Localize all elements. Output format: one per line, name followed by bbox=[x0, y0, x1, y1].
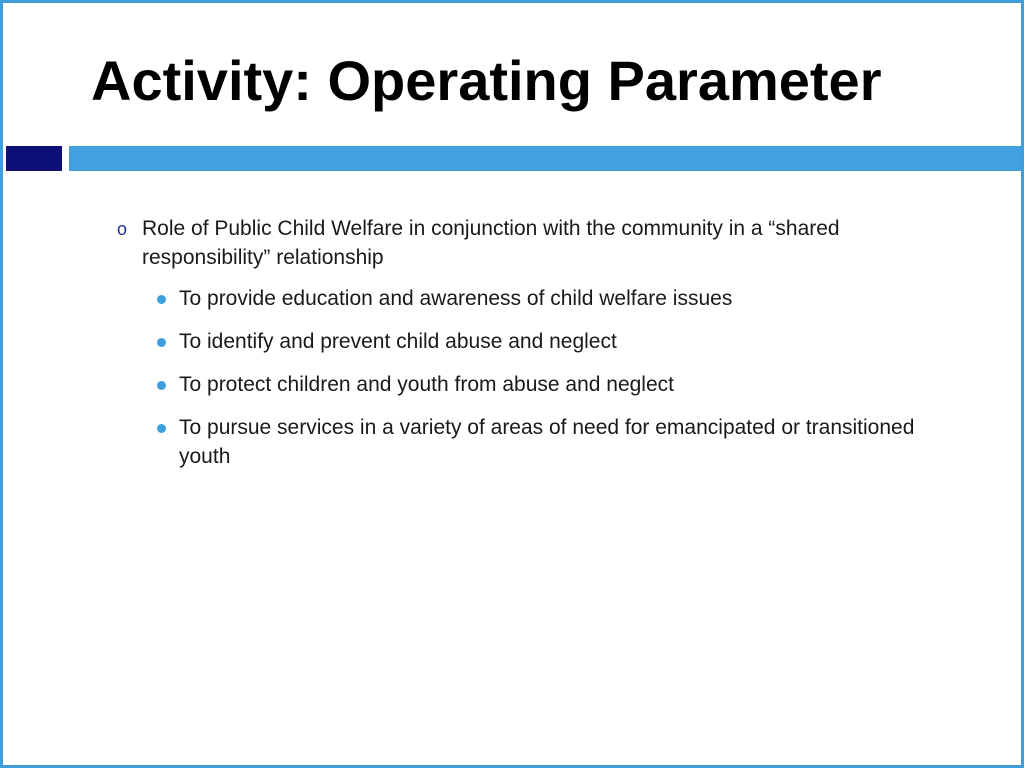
bullet-dot-icon bbox=[157, 424, 166, 433]
sub-bullet-item bbox=[115, 370, 935, 399]
bullet-o-icon: o bbox=[117, 219, 128, 239]
sub-bullet-text: To protect children and youth from abuse and neglect bbox=[179, 373, 674, 396]
bullet-dot-icon bbox=[157, 381, 166, 390]
slide-title: Activity: Operating Parameter bbox=[91, 49, 882, 112]
title-rule-dark-block bbox=[6, 146, 62, 171]
sub-bullet-text: To identify and prevent child abuse and neglect bbox=[179, 330, 617, 353]
sub-bullet-list bbox=[115, 284, 935, 471]
bullet-text: Role of Public Child Welfare in conjunction with the community in a “shared responsibility” relationship bbox=[142, 217, 840, 269]
bullet-item bbox=[115, 214, 935, 272]
sub-bullet-text: To pursue services in a variety of areas of need for emancipated or transitioned youth bbox=[179, 416, 915, 468]
bullet-dot-icon bbox=[157, 295, 166, 304]
sub-bullet-item bbox=[115, 413, 935, 471]
sub-bullet-text: To provide education and awareness of child welfare issues bbox=[179, 287, 733, 310]
title-rule-bar bbox=[69, 146, 1021, 171]
slide-content bbox=[115, 214, 935, 485]
sub-bullet-item bbox=[115, 327, 935, 356]
sub-bullet-item bbox=[115, 284, 935, 313]
bullet-dot-icon bbox=[157, 338, 166, 347]
